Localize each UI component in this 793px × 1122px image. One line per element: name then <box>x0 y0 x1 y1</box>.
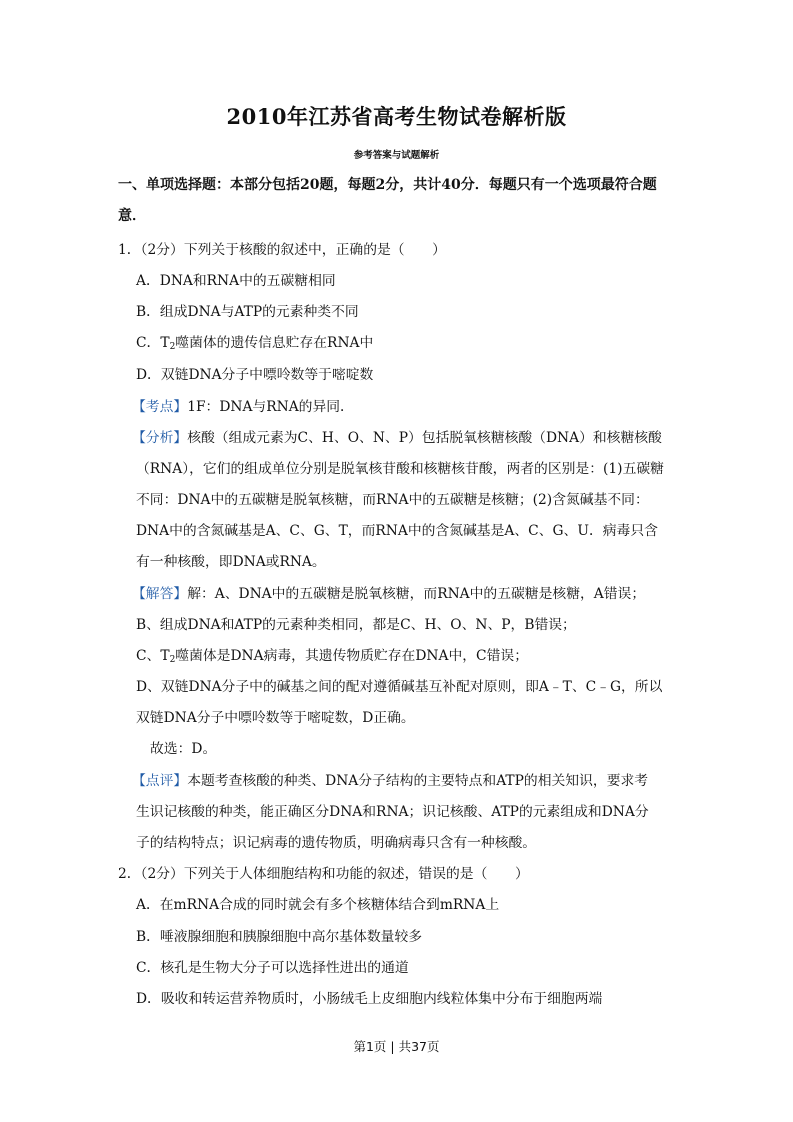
q1-jieda-line-5: 双链DNA分子中嘌呤数等于嘧啶数，D正确。 <box>136 710 415 726</box>
q2-option-a: A．在mRNA合成的同时就会有多个核糖体结合到mRNA上 <box>136 897 500 913</box>
q1-fenxi-line-1 <box>132 426 662 446</box>
page-subtitle: 参考答案与试题解析 <box>353 150 440 161</box>
q1-jieda-line-3 <box>136 644 528 665</box>
q1-kaodian <box>132 395 354 415</box>
fenxi-text-1: 核酸（组成元素为C、H、O、N、P）包括脱氧核糖核酸（DNA）和核糖核酸 <box>187 430 662 446</box>
q1-stem: 1．（2分）下列关于核酸的叙述中，正确的是（ ） <box>118 242 446 258</box>
page-footer: 第1页 | 共37页 <box>353 1039 440 1054</box>
dianping-tag: 【点评】 <box>132 773 188 789</box>
q2-option-b: B．唾液腺细胞和胰腺细胞中高尔基体数量较多 <box>136 929 423 945</box>
q1-option-c <box>136 331 373 352</box>
q1-fenxi-line-5: 有一种核酸，即DNA或RNA。 <box>136 554 326 570</box>
q1-jieda-line-4: D、双链DNA分子中的碱基之间的配对遵循碱基互补配对原则，即A﹣T、C﹣G，所以 <box>136 679 663 695</box>
dianping-text-1: 本题考查核酸的种类、DNA分子结构的主要特点和ATP的相关知识，要求考 <box>187 773 649 789</box>
fenxi-tag: 【分析】 <box>132 430 188 446</box>
q1-jieda-line-2: B、组成DNA和ATP的元素种类相同，都是C、H、O、N、P，B错误； <box>136 617 576 633</box>
q1-option-d: D．双链DNA分子中嘌呤数等于嘧啶数 <box>136 367 374 383</box>
q2-option-d: D．吸收和转运营养物质时，小肠绒毛上皮细胞内线粒体集中分布于细胞两端 <box>136 991 603 1007</box>
jieda-tag: 【解答】 <box>132 586 188 602</box>
section-heading-line-1: 一、单项选择题：本部分包括20题，每题2分，共计40分．每题只有一个选项最符合题 <box>118 177 657 193</box>
jieda-3-sub: 2 <box>169 655 176 665</box>
section-heading <box>118 170 678 232</box>
kaodian-text: 1F：DNA与RNA的异同． <box>187 399 354 415</box>
q1-fenxi-line-3: 不同：DNA中的五碳糖是脱氧核糖，而RNA中的五碳糖是核糖；(2)含氮碱基不同： <box>136 492 649 508</box>
q1-option-c-pre: C．T <box>136 335 170 351</box>
q1-dianping-line-2: 生识记核酸的种类，能正确区分DNA和RNA；识记核酸、ATP的元素组成和DNA分 <box>136 804 649 820</box>
q2-option-c: C．核孔是生物大分子可以选择性进出的通道 <box>136 960 409 976</box>
q1-option-c-sub: 2 <box>169 342 176 352</box>
q1-fenxi-line-2: （RNA），它们的组成单位分别是脱氧核苷酸和核糖核苷酸，两者的区别是：(1)五碳糖 <box>136 461 664 477</box>
q1-fenxi-line-4: DNA中的含氮碱基是A、C、G、T，而RNA中的含氮碱基是A、C、G、U．病毒只含 <box>136 523 658 539</box>
section-heading-line-2: 意． <box>118 208 146 224</box>
q1-option-a: A．DNA和RNA中的五碳糖相同 <box>136 273 336 289</box>
page-title: 2010年江苏省高考生物试卷解析版 <box>226 104 567 129</box>
q1-dianping-line-3: 子的结构特点；识记病毒的遗传物质，明确病毒只含有一种核酸。 <box>136 835 537 851</box>
q1-jieda-line-1 <box>132 582 645 602</box>
jieda-text-1: 解：A、DNA中的五碳糖是脱氧核糖，而RNA中的五碳糖是核糖，A错误； <box>187 586 646 602</box>
kaodian-tag: 【考点】 <box>132 399 188 415</box>
q1-answer: 故选：D。 <box>150 741 217 757</box>
q2-stem: 2．（2分）下列关于人体细胞结构和功能的叙述，错误的是（ ） <box>118 866 529 882</box>
jieda-3-post: 噬菌体是DNA病毒，其遗传物质贮存在DNA中，C错误； <box>175 648 528 664</box>
q1-option-b: B．组成DNA与ATP的元素种类不同 <box>136 304 359 320</box>
q1-dianping-line-1 <box>132 769 648 789</box>
jieda-3-pre: C、T <box>136 648 170 664</box>
q1-option-c-post: 噬菌体的遗传信息贮存在RNA中 <box>175 335 374 351</box>
